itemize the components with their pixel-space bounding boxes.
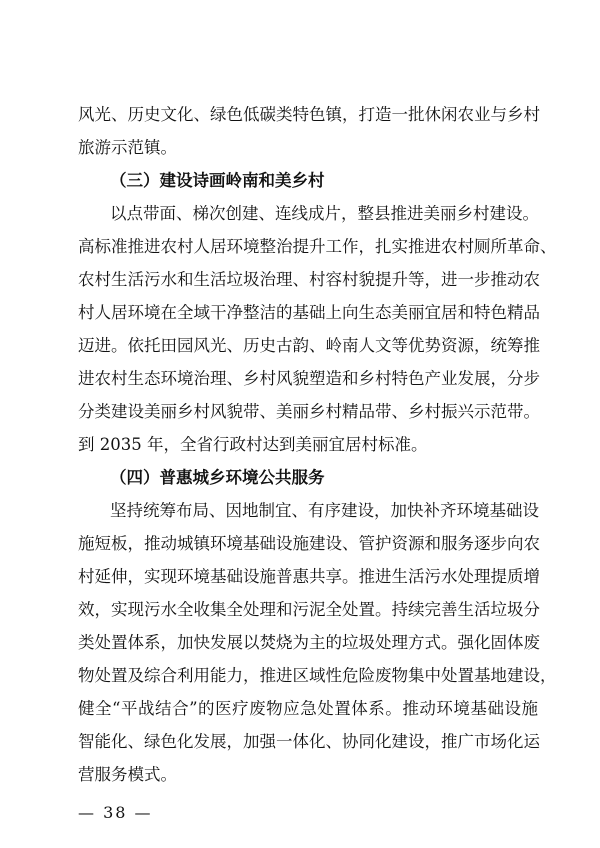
paragraph-line: 以点带面、梯次创建、连线成片，整县推进美丽乡村建设。 [110, 204, 539, 223]
paragraph-line: 进农村生态环境治理、乡村风貌塑造和乡村特色产业发展，分步 [78, 369, 540, 388]
paragraph-line: 迈进。依托田园风光、历史古韵、岭南人文等优势资源，统筹推 [78, 336, 540, 355]
paragraph-line: 效，实现污水全收集全处理和污泥全处置。持续完善生活垃圾分 [78, 600, 540, 619]
section-heading: （三）建设诗画岭南和美乡村 [110, 171, 325, 190]
section-heading: （四）普惠城乡环境公共服务 [110, 468, 325, 487]
paragraph-line: 营服务模式。 [78, 765, 177, 784]
paragraph-line: 到 2035 年，全省行政村达到美丽宜居村标准。 [78, 435, 428, 454]
paragraph-line: 健全“平战结合”的医疗废物应急处置体系。推动环境基础设施 [78, 699, 538, 718]
paragraph-line: 分类建设美丽乡村风貌带、美丽乡村精品带、乡村振兴示范带。 [78, 402, 540, 421]
page-number: — 38 — [78, 803, 153, 822]
paragraph-line: 农村生活污水和生活垃圾治理、村容村貌提升等，进一步推动农 [78, 270, 540, 289]
paragraph-line: 类处置体系，加快发展以焚烧为主的垃圾处理方式。强化固体废 [78, 633, 540, 652]
paragraph-line: 村人居环境在全域干净整洁的基础上向生态美丽宜居和特色精品 [78, 303, 540, 322]
paragraph-line: 物处置及综合利用能力，推进区域性危险废物集中处置基地建设， [78, 666, 557, 685]
paragraph-line: 风光、历史文化、绿色低碳类特色镇，打造一批休闲农业与乡村 [78, 105, 540, 124]
paragraph-line: 旅游示范镇。 [78, 138, 177, 157]
paragraph-line: 坚持统筹布局、因地制宜、有序建设，加快补齐环境基础设 [110, 501, 539, 520]
paragraph-line: 智能化、绿色化发展，加强一体化、协同化建设，推广市场化运 [78, 732, 540, 751]
paragraph-line: 村延伸，实现环境基础设施普惠共享。推进生活污水处理提质增 [78, 567, 540, 586]
paragraph-line: 施短板，推动城镇环境基础设施建设、管护资源和服务逐步向农 [78, 534, 540, 553]
paragraph-line: 高标准推进农村人居环境整治提升工作，扎实推进农村厕所革命、 [78, 237, 557, 256]
